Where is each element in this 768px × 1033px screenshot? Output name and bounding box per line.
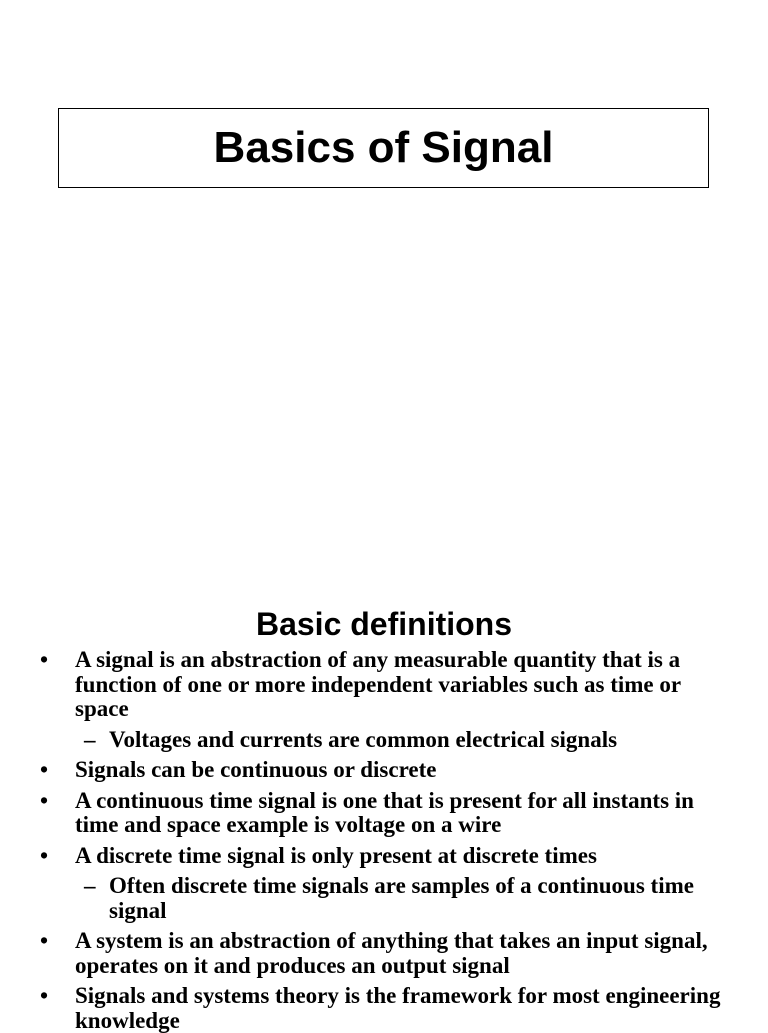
dash-marker: – [84, 726, 96, 752]
list-item-text: A continuous time signal is one that is present for all instants in time and space example is voltage on a wire [75, 787, 694, 837]
bullet-marker: • [40, 787, 49, 813]
list-item-text: Voltages and currents are common electrical signals [109, 726, 618, 752]
dash-marker: – [84, 873, 96, 898]
list-item-text: A discrete time signal is only present at discrete times [75, 842, 597, 868]
list-item-text: Often discrete time signals are samples of a continuous time signal [109, 873, 694, 923]
list-item [0, 929, 768, 978]
slide-title: Basics of Signal [213, 123, 554, 172]
list-item-text: A signal is an abstraction of any measurable quantity that is a function of one or more independent variables such as time or space [75, 647, 681, 721]
list-item-text: Signals and systems theory is the framework for most engineering knowledge [75, 983, 721, 1033]
sub-list-item [0, 728, 768, 753]
list-item [0, 984, 768, 1033]
list-item [0, 789, 768, 838]
definitions-list [0, 648, 768, 1033]
sub-list-item [0, 874, 768, 923]
bullet-marker: • [40, 928, 49, 953]
list-item [0, 648, 768, 722]
title-box [58, 108, 709, 188]
list-item-text: A system is an abstraction of anything that takes an input signal, operates on it and produces an output signal [75, 928, 708, 978]
bullet-marker: • [40, 647, 49, 672]
bullet-marker: • [40, 983, 49, 1008]
list-item [0, 844, 768, 869]
section-heading: Basic definitions [255, 606, 513, 642]
bullet-marker: • [40, 757, 49, 782]
list-item-text: Signals can be continuous or discrete [75, 757, 437, 782]
list-item [0, 758, 768, 783]
bullet-marker: • [40, 842, 49, 868]
